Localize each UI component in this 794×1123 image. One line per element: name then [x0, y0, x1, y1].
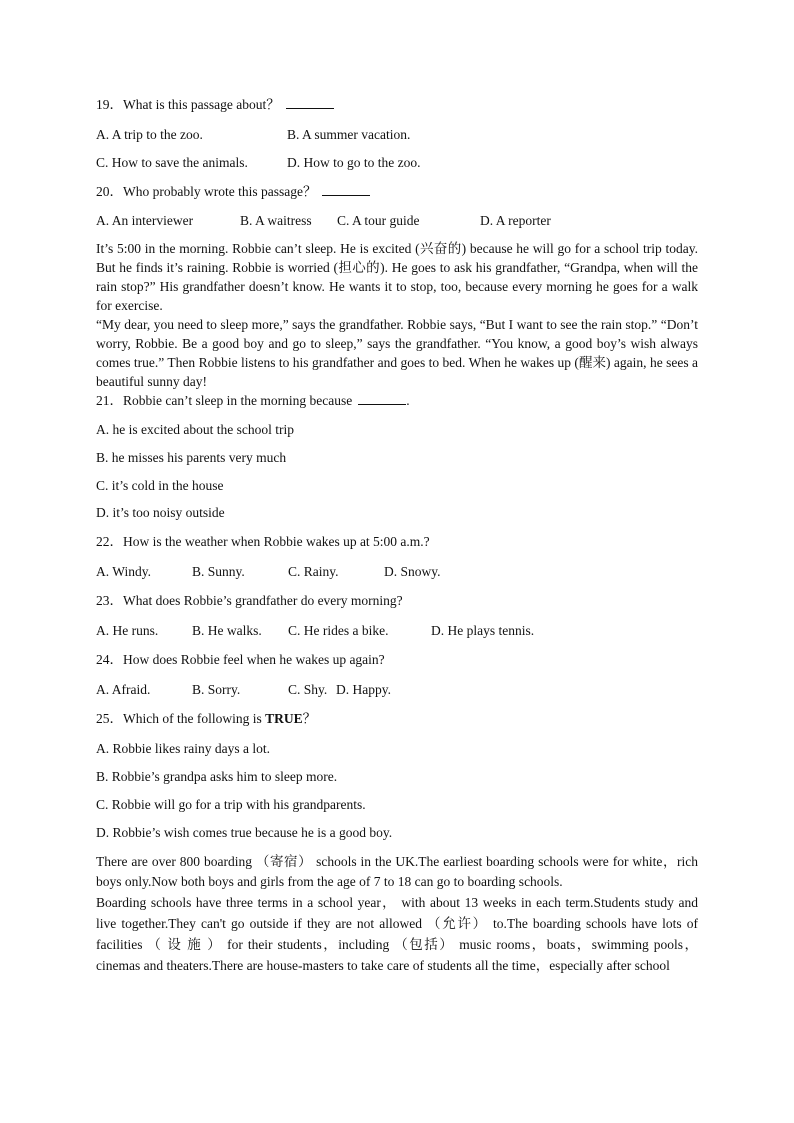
- question-19-stem: [96, 95, 698, 115]
- option-c: C. Rainy.: [288, 564, 339, 579]
- option-d: D. A reporter: [480, 213, 551, 228]
- question-23-stem: 23．What does Robbie’s grandfather do every morning?: [96, 593, 403, 608]
- option-b: B. A summer vacation.: [287, 127, 411, 142]
- option-c: C. He rides a bike.: [288, 623, 389, 638]
- question-22-options-row: [96, 562, 698, 582]
- option-b: B. he misses his parents very much: [96, 450, 287, 465]
- option-a: A. Windy.: [96, 564, 151, 579]
- option-b: B. Sorry.: [192, 682, 241, 697]
- question-20-options-row: [96, 211, 698, 231]
- option-a: A. An interviewer: [96, 213, 194, 228]
- option-c: C. it’s cold in the house: [96, 478, 224, 493]
- option-d: D. He plays tennis.: [431, 623, 535, 638]
- option-a: A. Afraid.: [96, 682, 151, 697]
- passage-3-paragraph-2: Boarding schools have three terms in a school year， with about 13 weeks in each term.Students study and live together.They can't go outside if they are not allowed （允许） to.The boarding schools have lots of facilities （ 设 施 ） for their students，including （包括） music rooms，boats，swimming pools，cinemas and theaters.There are house-masters to take care of students all the time，especially after school: [96, 895, 698, 973]
- answer-blank: [358, 392, 406, 405]
- question-24-stem: 24．How does Robbie feel when he wakes up again?: [96, 652, 385, 667]
- question-25-stem: [96, 709, 698, 729]
- option-b: B. He walks.: [192, 623, 262, 638]
- question-20-stem: [96, 182, 698, 202]
- option-d: D. Snowy.: [384, 564, 441, 579]
- document-page: [96, 95, 698, 976]
- question-22-stem: 22．How is the weather when Robbie wakes up at 5:00 a.m.?: [96, 534, 430, 549]
- option-a: A. Robbie likes rainy days a lot.: [96, 741, 270, 756]
- option-a: A. he is excited about the school trip: [96, 422, 294, 437]
- question-23-options-row: [96, 621, 698, 641]
- passage-2-paragraph-1: It’s 5:00 in the morning. Robbie can’t sleep. He is excited (兴奋的) because he will go for a school trip today. But he finds it’s raining. Robbie is worried (担心的). He goes to ask his grandfather, “Grandpa, when will the rain stop?” His grandfather doesn’t know. He wants it to stop, too, because every morning he goes for a walk for exercise.: [96, 241, 698, 313]
- option-b: B. Robbie’s grandpa asks him to sleep more.: [96, 769, 338, 784]
- option-c: C. A tour guide: [337, 213, 420, 228]
- question-24-options-row: [96, 680, 698, 700]
- option-b: B. A waitress: [240, 213, 312, 228]
- question-21-stem: 21．Robbie can’t sleep in the morning because .: [96, 393, 410, 408]
- option-c: C. How to save the animals.: [96, 155, 248, 170]
- option-d: D. How to go to the zoo.: [287, 155, 421, 170]
- question-25-emphasis: TRUE: [265, 711, 303, 726]
- reading-passage-3: [96, 852, 698, 976]
- option-a: A. He runs.: [96, 623, 159, 638]
- option-d: D. Happy.: [336, 682, 391, 697]
- option-d: D. Robbie’s wish comes true because he is a good boy.: [96, 825, 393, 840]
- answer-blank: [286, 96, 334, 109]
- question-25-mark: ？: [302, 711, 317, 726]
- answer-blank: [322, 183, 370, 196]
- option-c: C. Shy.: [288, 682, 328, 697]
- question-20-text: 20．Who probably wrote this passage？: [96, 184, 317, 199]
- question-25-text: 25．Which of the following is: [96, 711, 262, 726]
- option-d: D. it’s too noisy outside: [96, 505, 225, 520]
- option-a: A. A trip to the zoo.: [96, 127, 203, 142]
- question-19-options-row-2: [96, 153, 698, 173]
- passage-2-paragraph-2: “My dear, you need to sleep more,” says the grandfather. Robbie says, “But I want to see the rain stop.” “Don’t worry, Robbie. Be a good boy and go to sleep,” says the grandfather. “You know, a good boy’s wish always comes true.” Then Robbie listens to his grandfather and goes to bed. When he wakes up (醒来) again, he sees a beautiful sunny day!: [96, 317, 698, 389]
- question-21-text: 21．Robbie can’t sleep in the morning because: [96, 393, 353, 408]
- question-19-text: 19．What is this passage about？: [96, 97, 280, 112]
- reading-passage-2: [96, 239, 698, 391]
- option-c: C. Robbie will go for a trip with his grandparents.: [96, 797, 366, 812]
- question-19-options-row-1: [96, 125, 698, 145]
- passage-3-paragraph-1: There are over 800 boarding （寄宿） schools in the UK.The earliest boarding schools were for white，rich boys only.Now both boys and girls from the age of 7 to 18 can go to boarding schools.: [96, 854, 698, 889]
- option-b: B. Sunny.: [192, 564, 245, 579]
